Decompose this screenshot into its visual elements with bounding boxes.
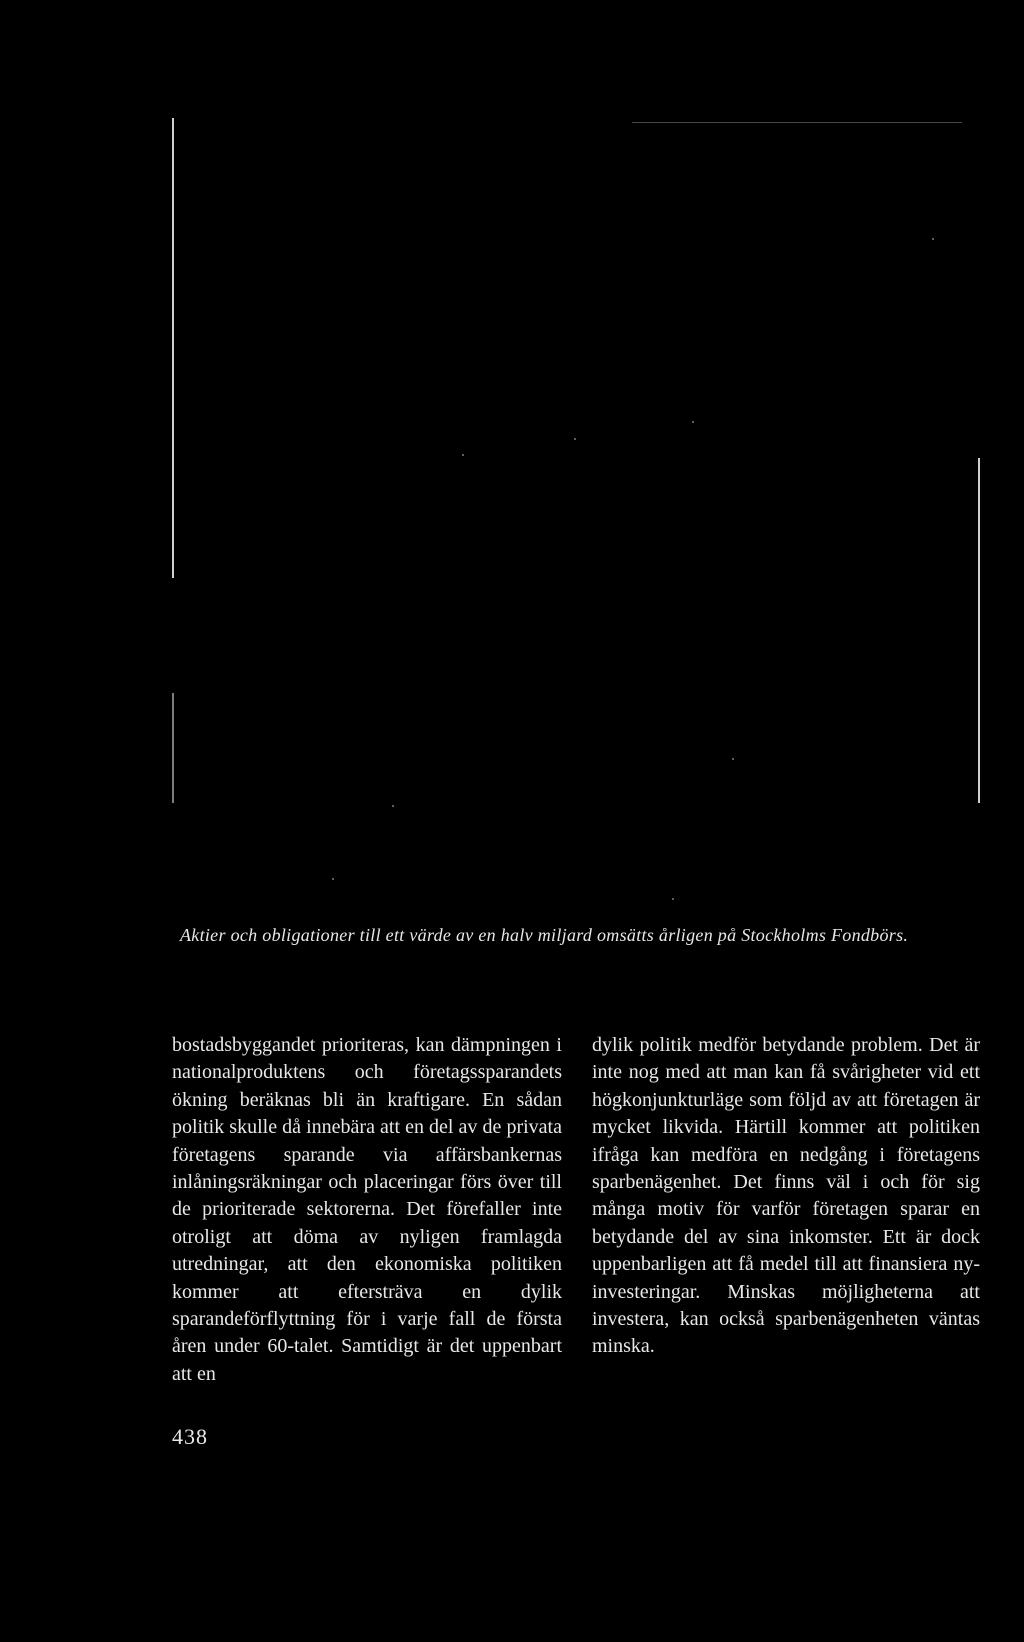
text-column-right: dylik politik medför betydande problem. Det är inte nog med att man kan få svårigheter vid ett högkonjunkturläge som följd av att företagen är mycket likvida. Härtill kommer att politiken ifråga kan medföra en nedgång i företagens sparbenägenhet. Det finns väl i och för sig många motiv för varför företagen sparar en betydande del av sina inkomster. Ett är dock uppenbarligen att få medel till att finansiera nyinvesteringar. Minskas möjligheterna att investera, kan också sparbenägenheten väntas minska. — [592, 1034, 980, 1358]
photo-speck — [732, 758, 734, 760]
page-number: 438 — [172, 1424, 208, 1449]
photo-top-edge — [632, 122, 962, 123]
text-column-left: bostadsbyggandet prioriteras, kan dämpningen i nationalproduktens och företagssparandets ökning beräknas bli än kraftigare. En sådan politik skulle då innebära att en del av de privata företagens sparande via affärsbankernas inlåningsräkningar och placeringar förs över till de prioriterade sektorerna. Det förefaller inte otroligt att döma av nyligen framlagda utredningar, att den ekonomiska politiken kommer att eftersträva en dylik sparandeförflyttning för i varje fall de första åren under 60-talet. Samtidigt är det uppenbart att en — [172, 1034, 562, 1385]
photo-speck — [692, 421, 694, 423]
photo-speck — [332, 878, 334, 880]
photo-speck — [932, 238, 934, 240]
photo-speck — [672, 898, 674, 900]
photo-left-edge-lower — [172, 693, 174, 803]
photo-speck — [392, 805, 394, 807]
photo-speck — [574, 438, 576, 440]
photo-caption: Aktier och obligationer till ett värde av en halv miljard omsätts årligen på Stockholms Fondbörs. — [180, 925, 909, 945]
photo-speck — [462, 454, 464, 456]
photo-left-edge — [172, 118, 174, 578]
photograph — [172, 118, 980, 913]
photo-right-edge — [978, 458, 980, 803]
